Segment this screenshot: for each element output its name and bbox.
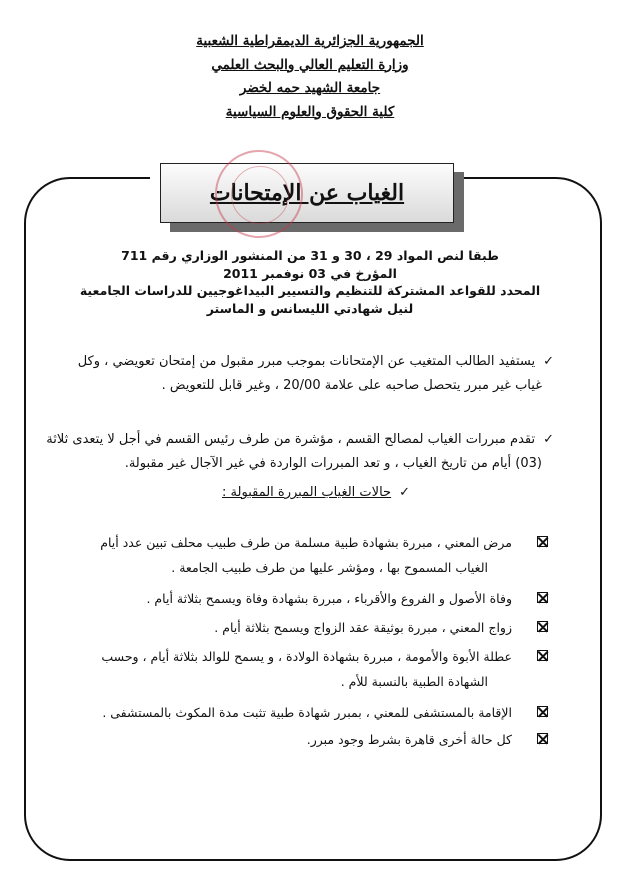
legal-reference (60, 247, 560, 317)
checkbox-x-icon (537, 592, 548, 603)
list-item: عطلة الأبوة والأمومة ، مبررة بشهادة الولادة ، و يسمح للوالد بثلاثة أيام ، وحسب الشهادة الطبية بالنسبة للأم . (68, 644, 548, 694)
title-box (160, 163, 454, 223)
checkmark-icon: ✓ (543, 354, 554, 369)
checkbox-x-icon (537, 621, 548, 632)
list-item: كل حالة أخرى قاهرة بشرط وجود مبرر. (68, 727, 548, 752)
accepted-cases-heading (222, 485, 410, 500)
paragraph-makeup-exam (78, 350, 554, 398)
checkbox-x-icon (537, 536, 548, 547)
faculty-name: كلية الحقوق والعلوم السياسية (225, 103, 395, 120)
list-item: وفاة الأصول و الفروع والأقرباء ، مبررة بشهادة وفاة ويسمح بثلاثة أيام . (68, 586, 548, 611)
paragraph-line: تقدم مبررات الغياب لمصالح القسم ، مؤشرة من طرف رئيس القسم في أجل لا يتعدى ثلاثة (46, 432, 536, 447)
intro-line-1: طبقا لنص المواد 29 ، 30 و 31 من المنشور الوزاري رقم 711 (121, 248, 499, 263)
checkbox-x-icon (537, 650, 548, 661)
list-item: مرض المعني ، مبررة بشهادة طبية مسلمة من طرف طبيب محلف تبين عدد أيام الغياب المسموح بها ، ومؤشر عليها من طرف طبيب الجامعة . (68, 530, 548, 580)
republic-name: الجمهورية الجزائرية الديمقراطية الشعبية (196, 33, 424, 49)
checkmark-icon: ✓ (399, 485, 410, 500)
checkbox-x-icon (537, 706, 548, 717)
checkmark-icon: ✓ (543, 432, 554, 447)
intro-line-3: المحدد للقواعد المشتركة للتنظيم والتسيير البيداغوجيين للدراسات الجامعية (79, 283, 541, 298)
paragraph-line: يستفيد الطالب المتغيب عن الإمتحانات بموجب مبرر مقبول من إمتحان تعويضي ، وكل (77, 354, 536, 369)
paragraph-line: (03) أيام من تاريخ الغياب ، و تعد المبررات الواردة في غير الآجال غير مقبولة. (124, 456, 542, 471)
checkbox-x-icon (537, 733, 548, 744)
list-item: زواج المعني ، مبررة بوثيقة عقد الزواج ويسمح بثلاثة أيام . (68, 615, 548, 640)
paragraph-line: غياب غير مبرر يتحصل صاحبه على علامة 20/00 ، وغير قابل للتعويض . (161, 378, 542, 393)
letterhead (0, 30, 620, 124)
ministry-name: وزارة التعليم العالي والبحث العلمي (211, 56, 409, 73)
intro-line-2: المؤرخ في 03 نوفمبر 2011 (223, 265, 397, 281)
subhead-text: حالات الغياب المبررة المقبولة : (222, 485, 392, 500)
university-name: جامعة الشهيد حمه لخضر (239, 80, 381, 96)
paragraph-justification-deadline (46, 428, 554, 476)
intro-line-4: لنيل شهادتي الليسانس و الماستر (206, 300, 414, 316)
page-title: الغياب عن الإمتحانات (209, 180, 405, 206)
accepted-cases-list (68, 530, 548, 752)
official-stamp (215, 150, 303, 238)
list-item: الإقامة بالمستشفى للمعني ، بمبرر شهادة طبية تثبت مدة المكوث بالمستشفى . (68, 700, 548, 725)
